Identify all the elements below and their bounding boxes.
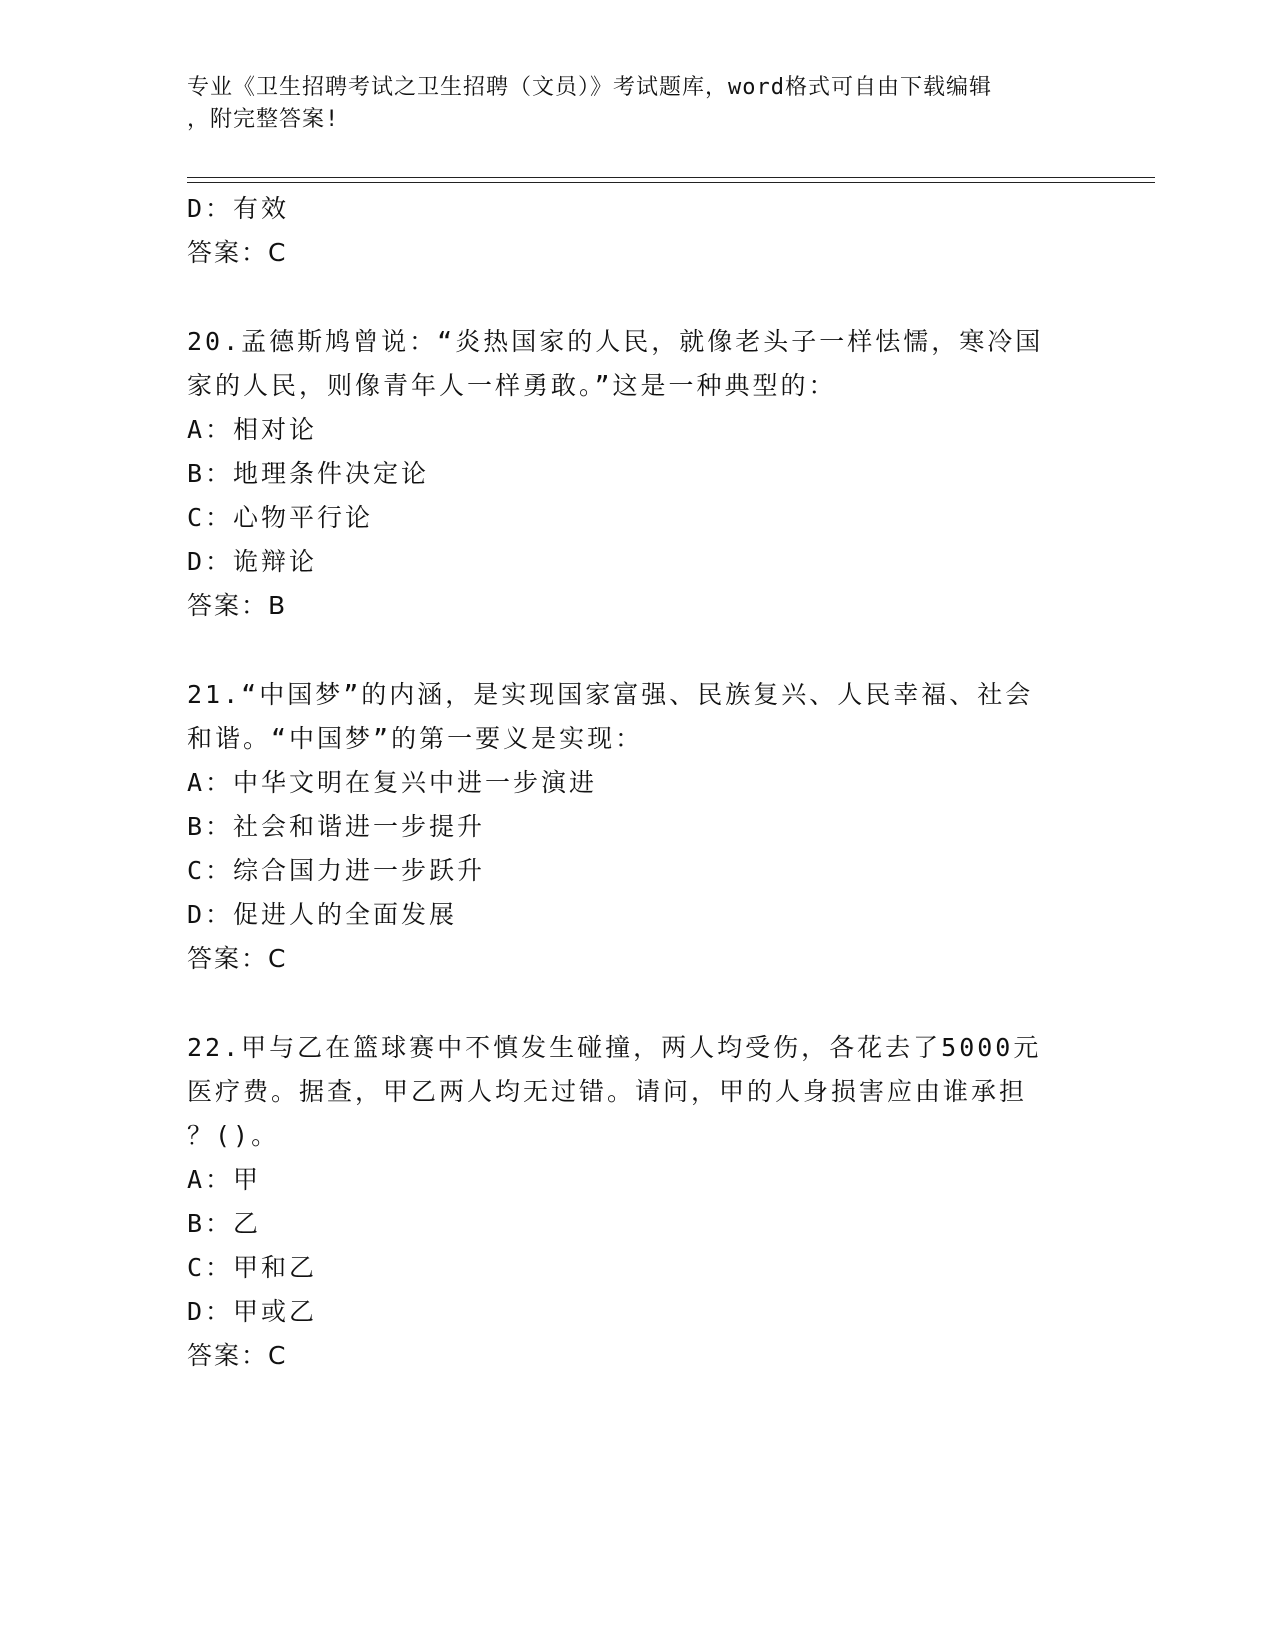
q22-option-a: A：甲 bbox=[187, 1165, 262, 1194]
q20-option-d: D：诡辩论 bbox=[187, 547, 318, 576]
prev-answer: 答案：C bbox=[187, 238, 288, 267]
q20-answer: 答案：B bbox=[187, 591, 288, 620]
q20-stem-line-2: 家的人民，则像青年人一样勇敢。”这是一种典型的： bbox=[187, 371, 837, 400]
q20-option-b: B：地理条件决定论 bbox=[187, 459, 430, 488]
q21-option-b: B：社会和谐进一步提升 bbox=[187, 812, 486, 841]
q20-stem-line-1: 20.孟德斯鸠曾说：“炎热国家的人民，就像老头子一样怯懦，寒冷国 bbox=[187, 327, 1044, 356]
q22-option-c: C：甲和乙 bbox=[187, 1253, 318, 1282]
q21-option-c: C：综合国力进一步跃升 bbox=[187, 856, 486, 885]
header-divider-top bbox=[187, 177, 1155, 178]
prev-option-d: D：有效 bbox=[187, 194, 290, 223]
q22-stem-line-2: 医疗费。据查，甲乙两人均无过错。请问，甲的人身损害应由谁承担 bbox=[187, 1077, 1028, 1106]
header-line-2: ，附完整答案! bbox=[187, 107, 340, 132]
q22-option-b: B：乙 bbox=[187, 1209, 262, 1238]
header-divider-bottom bbox=[187, 182, 1155, 183]
q21-answer: 答案：C bbox=[187, 944, 288, 973]
q21-stem-line-2: 和谐。“中国梦”的第一要义是实现： bbox=[187, 724, 644, 753]
header-line-1: 专业《卫生招聘考试之卫生招聘（文员）》考试题库，word格式可自由下载编辑 bbox=[187, 75, 992, 100]
q22-answer: 答案：C bbox=[187, 1341, 288, 1370]
q20-option-c: C：心物平行论 bbox=[187, 503, 374, 532]
q21-stem-line-1: 21.“中国梦”的内涵，是实现国家富强、民族复兴、人民幸福、社会 bbox=[187, 680, 1034, 709]
q21-option-d: D：促进人的全面发展 bbox=[187, 900, 458, 929]
q22-stem-line-1: 22.甲与乙在篮球赛中不慎发生碰撞，两人均受伤，各花去了5000元 bbox=[187, 1033, 1042, 1062]
q21-option-a: A：中华文明在复兴中进一步演进 bbox=[187, 768, 598, 797]
q20-option-a: A：相对论 bbox=[187, 415, 318, 444]
q22-option-d: D：甲或乙 bbox=[187, 1297, 318, 1326]
q22-stem-line-3: ？()。 bbox=[187, 1121, 280, 1150]
document-header bbox=[187, 72, 1067, 136]
